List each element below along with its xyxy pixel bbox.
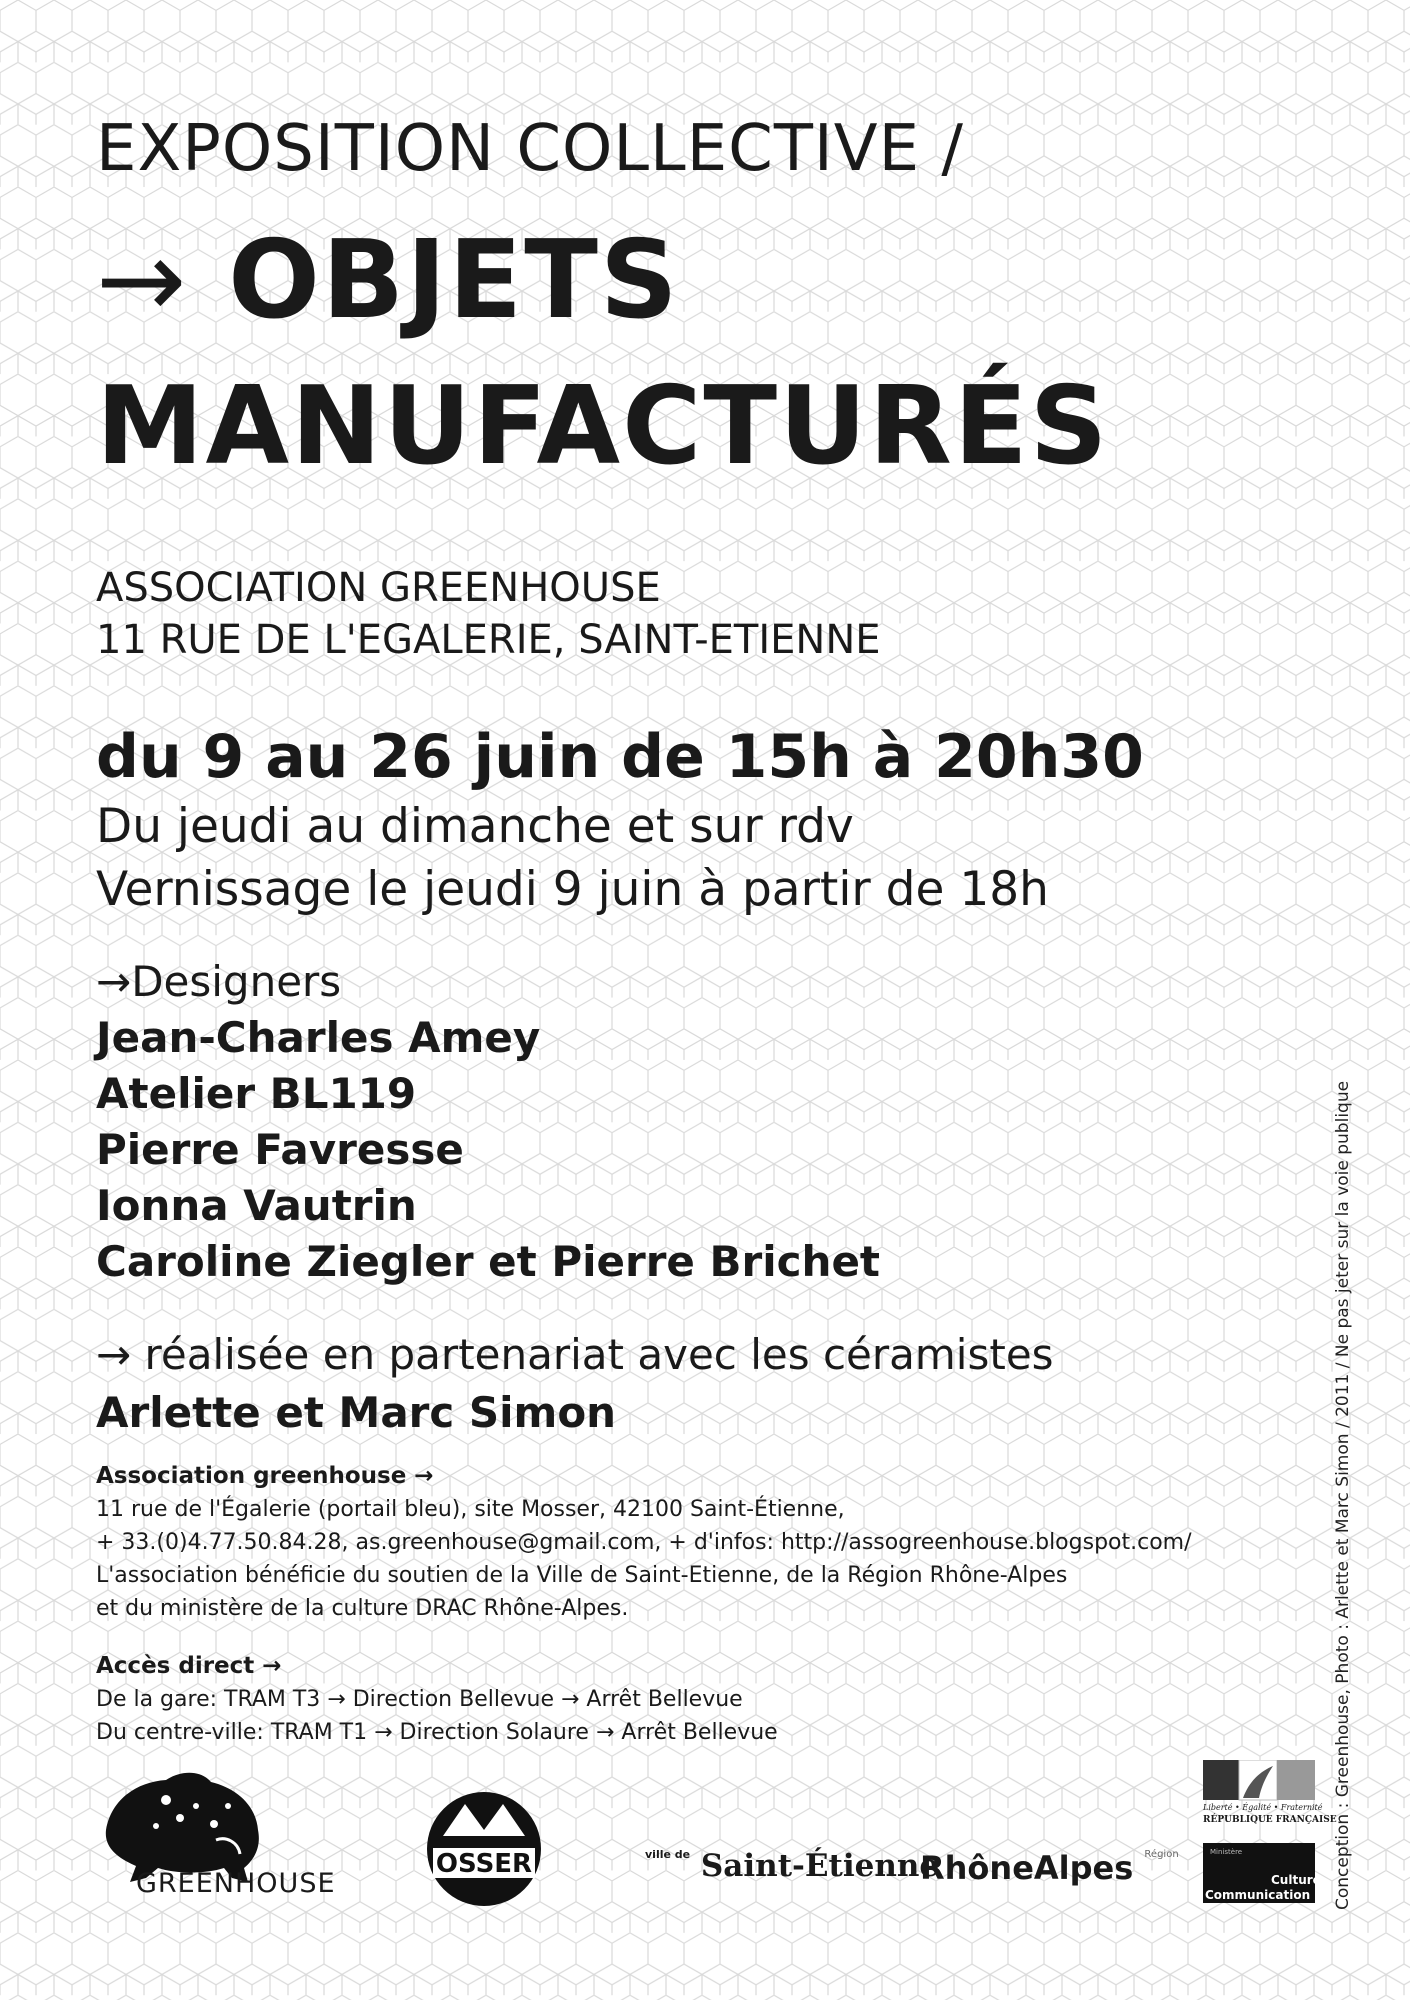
saint-etienne-logo [645, 1848, 939, 1884]
rhone-alpes-text: RhôneAlpes [920, 1849, 1134, 1887]
title-word-objets: OBJETS [228, 218, 680, 343]
credit-vertical: Conception : Greenhouse, Photo : Arlette et Marc Simon / 2011 / Ne pas jeter sur la voie publique [1333, 1080, 1353, 1910]
venue-address: 11 RUE DE L'EGALERIE, SAINT-ETIENNE [96, 617, 881, 663]
designers-list [96, 1010, 880, 1290]
access-heading: Accès direct → [96, 1653, 282, 1679]
culture-ministry-label: Ministère [1210, 1848, 1243, 1856]
access-line: Du centre-ville: TRAM T1 → Direction Solaure → Arrêt Bellevue [96, 1720, 778, 1745]
designers-heading: →Designers [96, 957, 342, 1006]
rf-name: RÉPUBLIQUE FRANÇAISE [1203, 1815, 1337, 1825]
vernissage-line: Vernissage le jeudi 9 juin à partir de 18h [96, 862, 1049, 917]
arrow-right-icon: → [96, 218, 189, 343]
designer-name: Pierre Favresse [96, 1125, 464, 1174]
partnership-line: → réalisée en partenariat avec les céramistes [96, 1330, 1054, 1379]
designer-name: Jean-Charles Amey [96, 1013, 541, 1062]
opening-hours [96, 795, 1049, 921]
saint-etienne-text: Saint-Étienne [700, 1848, 940, 1884]
info-line: L'association bénéficie du soutien de la Ville de Saint-Etienne, de la Région Rhône-Alpes [96, 1563, 1068, 1588]
access-line: De la gare: TRAM T3 → Direction Bellevue → Arrêt Bellevue [96, 1687, 743, 1712]
exhibition-dates: du 9 au 26 juin de 15h à 20h30 [96, 722, 1144, 792]
access-info [96, 1650, 778, 1749]
exhibition-title-line2: MANUFACTURÉS [96, 364, 1110, 489]
saint-etienne-prefix: ville de [645, 1848, 691, 1861]
days-line: Du jeudi au dimanche et sur rdv [96, 799, 854, 854]
rhone-alpes-logo [920, 1849, 1179, 1887]
info-line: et du ministère de la culture DRAC Rhône-Alpes. [96, 1596, 629, 1621]
designer-name: Ionna Vautrin [96, 1181, 417, 1230]
venue-name: ASSOCIATION GREENHOUSE [96, 565, 661, 611]
culture-label: Culture [1271, 1873, 1321, 1887]
greenhouse-logo-text: GREENHOUSE [136, 1868, 336, 1899]
partner-names: Arlette et Marc Simon [96, 1388, 617, 1437]
info-heading: Association greenhouse → [96, 1463, 434, 1489]
designer-name: Caroline Ziegler et Pierre Brichet [96, 1237, 881, 1286]
mosser-logo [425, 1790, 543, 1908]
association-info [96, 1460, 1192, 1625]
info-line-contact: + 33.(0)4.77.50.84.28, as.greenhouse@gmail.com, + d'infos: http://assogreenhouse.blogspot.com/ [96, 1530, 1192, 1555]
venue-block [96, 562, 881, 666]
exhibition-kicker: EXPOSITION COLLECTIVE / [96, 112, 964, 186]
rf-motto: Liberté • Égalité • Fraternité [1203, 1803, 1323, 1812]
communication-label: Communication [1205, 1888, 1311, 1902]
exhibition-title-line1 [96, 218, 680, 343]
designer-name: Atelier BL119 [96, 1069, 417, 1118]
mosser-logo-text: OSSER [435, 1849, 533, 1879]
info-line: 11 rue de l'Égalerie (portail bleu), site Mosser, 42100 Saint-Étienne, [96, 1497, 845, 1522]
rhone-alpes-sup: Région [1144, 1849, 1179, 1860]
